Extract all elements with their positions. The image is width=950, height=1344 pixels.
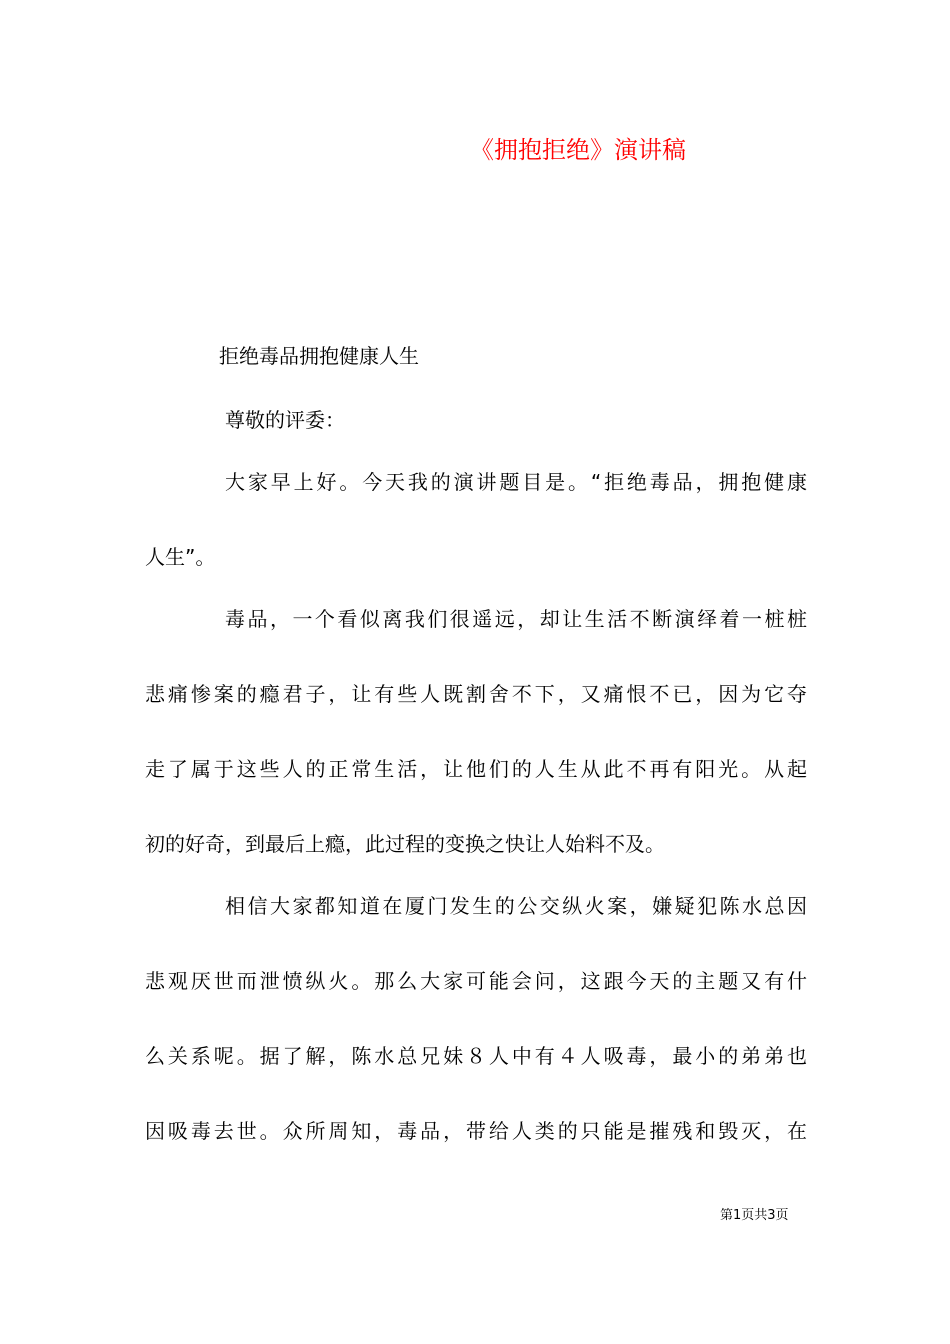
paragraph-line: 毒品，一个看似离我们很遥远，却让生活不断演绎着一桩桩 [225,607,807,631]
speech-subtitle: 拒绝毒品拥抱健康人生 [219,344,419,368]
paragraph-line: 相信大家都知道在厦门发生的公交纵火案，嫌疑犯陈水总因 [225,894,807,918]
paragraph-line: 走了属于这些人的正常生活，让他们的人生从此不再有阳光。从起 [145,757,807,781]
document-title: 《拥抱拒绝》演讲稿 [470,136,686,164]
paragraph-line: 因吸毒去世。众所周知，毒品，带给人类的只能是摧残和毁灭，在 [145,1119,807,1143]
page-number: 第1页共3页 [720,1208,789,1223]
paragraph-line: 人生”。 [145,545,216,569]
paragraph-line: 初的好奇，到最后上瘾，此过程的变换之快让人始料不及。 [145,832,665,856]
paragraph-line: 大家早上好。今天我的演讲题目是。“拒绝毒品，拥抱健康 [225,470,807,494]
paragraph-line: 悲观厌世而泄愤纵火。那么大家可能会问，这跟今天的主题又有什 [145,969,807,993]
paragraph-line: 么关系呢。据了解，陈水总兄妹８人中有４人吸毒，最小的弟弟也 [145,1044,807,1068]
paragraph-line: 悲痛惨案的瘾君子，让有些人既割舍不下，又痛恨不已，因为它夺 [145,682,807,706]
salutation: 尊敬的评委： [225,408,345,432]
